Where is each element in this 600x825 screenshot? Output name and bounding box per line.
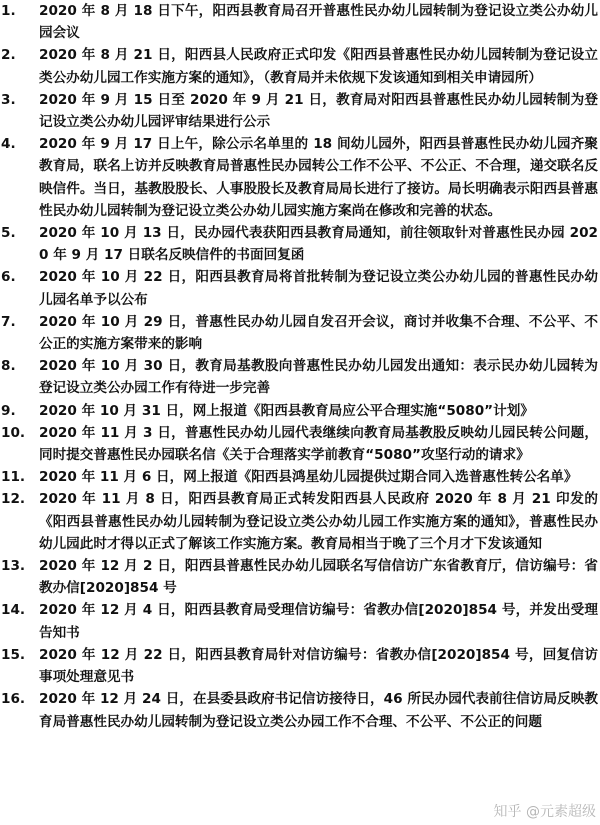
list-item [0, 488, 600, 555]
item-text: 2020 年 9 月 17 日上午，除公示名单里的 18 间幼儿园外，阳西县普惠性民办幼儿园齐聚教育局，联名上访并反映教育局普惠性民办园转公工作不公平、不公正、不合理，递交联名反映信件。当日，基教股股长、人事股股长及教育局局长进行了接访。局长明确表示阳西县普惠性民办幼儿园转制为登记设立类公办幼儿园实施方案尚在修改和完善的状态。 [39, 136, 598, 219]
item-text: 2020 年 8 月 21 日，阳西县人民政府正式印发《阳西县普惠性民办幼儿园转制为登记设立类公办幼儿园工作实施方案的通知》，（教育局并未依规下发该通知到相关申请园所） [39, 47, 598, 86]
item-number: 14. [1, 602, 26, 619]
list-item [0, 133, 600, 222]
item-number: 2. [1, 47, 16, 64]
item-text: 2020 年 12 月 4 日，阳西县教育局受理信访编号：省教办信[2020]854 号，并发出受理告知书 [39, 602, 598, 641]
item-text: 2020 年 12 月 24 日，在县委县政府书记信访接待日，46 所民办园代表前往信访局反映教育局普惠性民办幼儿园转制为登记设立类公办园工作不合理、不公平、不公正的问题 [39, 691, 598, 730]
item-text: 2020 年 11 月 6 日，网上报道《阳西县鸿星幼儿园提供过期合同入选普惠性转公名单》 [39, 469, 578, 486]
item-text: 2020 年 10 月 31 日，网上报道《阳西县教育局应公平合理实施“5080”计划》 [39, 402, 534, 419]
list-item [0, 355, 600, 399]
list-item [0, 266, 600, 310]
list-item [0, 44, 600, 88]
item-text: 2020 年 10 月 29 日，普惠性民办幼儿园自发召开会议，商讨并收集不合理、不公平、不公正的实施方案带来的影响 [39, 313, 598, 353]
list-item [0, 311, 600, 355]
list-item [0, 688, 600, 732]
item-number: 6. [1, 269, 16, 286]
item-number: 8. [1, 358, 16, 375]
item-number: 12. [1, 491, 26, 508]
list-item [0, 0, 600, 44]
item-text: 2020 年 12 月 2 日，阳西县普惠性民办幼儿园联名写信信访广东省教育厅，信访编号：省教办信[2020]854 号 [39, 558, 598, 597]
item-text: 2020 年 10 月 22 日，阳西县教育局将首批转制为登记设立类公办幼儿园的普惠性民办幼儿园名单予以公布 [39, 269, 598, 308]
item-number: 10. [1, 424, 26, 441]
item-text: 2020 年 11 月 3 日，普惠性民办幼儿园代表继续向教育局基教股反映幼儿园民转公问题，同时提交普惠性民办园联名信《关于合理落实学前教育“5080”攻坚行动的请求》 [39, 424, 598, 464]
item-text: 2020 年 10 月 13 日，民办园代表获阳西县教育局通知，前往领取针对普惠性民办园 2020 年 9 月 17 日联名反映信件的书面回复函 [39, 225, 598, 264]
list-item [0, 644, 600, 688]
list-item [0, 222, 600, 266]
list-item [0, 89, 600, 133]
item-number: 1. [1, 3, 16, 19]
item-text: 2020 年 11 月 8 日，阳西县教育局正式转发阳西县人民政府 2020 年 8 月 21 印发的《阳西县普惠性民办幼儿园转制为登记设立类公办幼儿园工作实施方案的通知》，普惠性民办幼儿园此时才得以正式了解该工作实施方案。教育局相当于晚了三个月才下发该通知 [39, 491, 598, 552]
list-item [0, 599, 600, 643]
item-text: 2020 年 12 月 22 日，阳西县教育局针对信访编号：省教办信[2020]854 号，回复信访事项处理意见书 [39, 646, 598, 686]
item-number: 9. [1, 402, 16, 419]
list-item [0, 422, 600, 466]
item-text: 2020 年 8 月 18 日下午，阳西县教育局召开普惠性民办幼儿园转制为登记设立类公办幼儿园会议 [39, 3, 598, 42]
list-item [0, 466, 600, 488]
item-number: 11. [1, 469, 26, 486]
item-text: 2020 年 10 月 30 日，教育局基教股向普惠性民办幼儿园发出通知：表示民办幼儿园转为登记设立类公办园工作有待进一步完善 [39, 358, 598, 397]
item-number: 13. [1, 558, 26, 575]
item-number: 3. [1, 91, 16, 108]
item-number: 4. [1, 136, 16, 153]
item-number: 5. [1, 225, 16, 242]
item-number: 16. [1, 691, 26, 708]
item-number: 7. [1, 313, 16, 330]
list-item [0, 400, 600, 422]
item-text: 2020 年 9 月 15 日至 2020 年 9 月 21 日，教育局对阳西县普惠性民办幼儿园转制为登记设立类公办幼儿园评审结果进行公示 [39, 91, 598, 131]
item-number: 15. [1, 646, 26, 663]
watermark-text: 知乎 @元素超级 [493, 804, 596, 820]
list-item [0, 555, 600, 599]
